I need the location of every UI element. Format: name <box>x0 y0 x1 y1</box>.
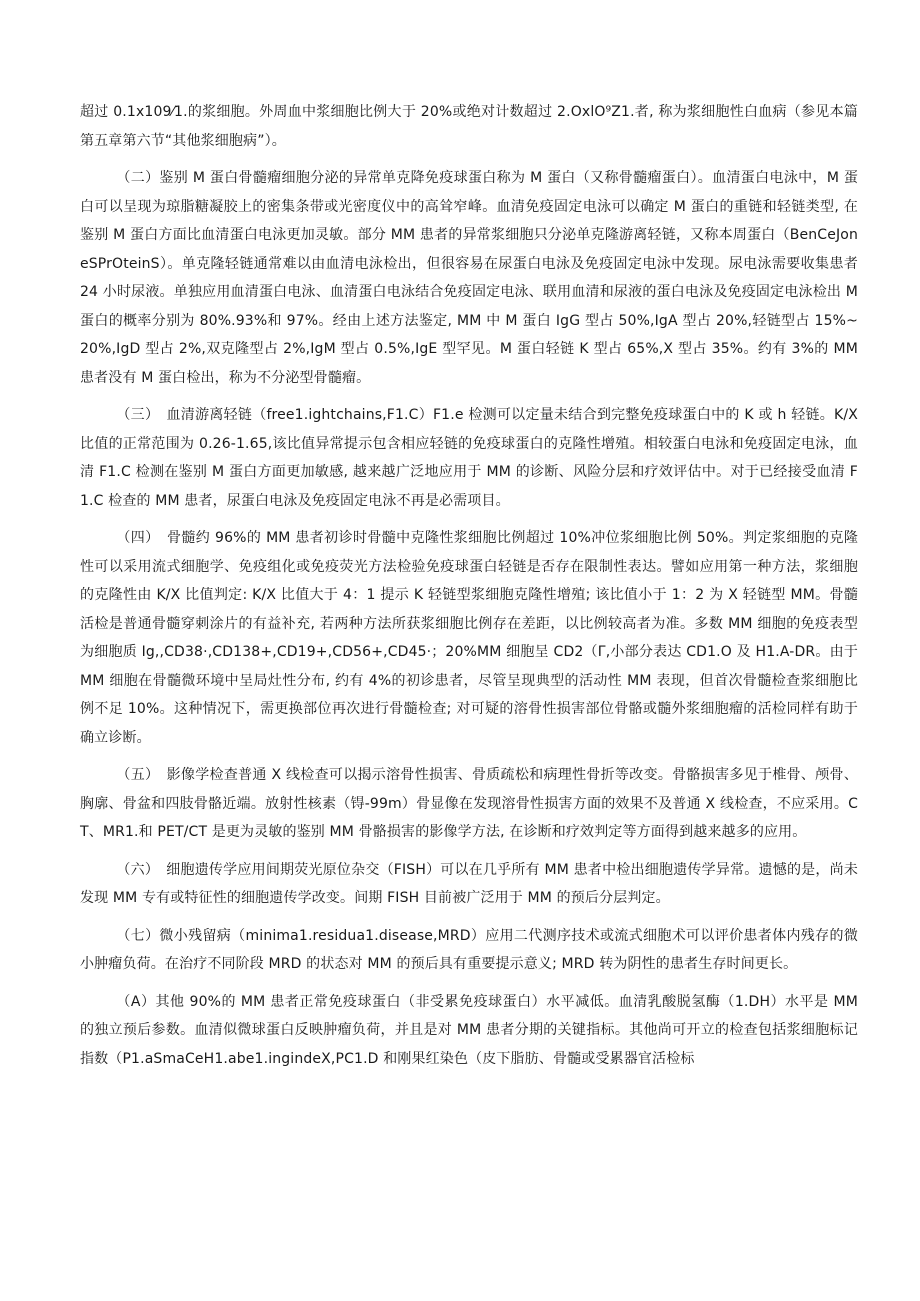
paragraph-m-protein: （二）鉴别 M 蛋白骨髓瘤细胞分泌的异常单克降免疫球蛋白称为 M 蛋白（又称骨髓瘤蛋白）。血清蛋白电泳中，M 蛋白可以呈现为琼脂糖凝胶上的密集条带或光密度仪中的高耸窄峰。血清免疫固定电泳可以确定 M 蛋白的重链和轻链类型, 在鉴别 M 蛋白方面比血清蛋白电泳更加灵敏。部分 MM 患者的异常浆细胞只分泌单克隆游离轻链，又称本周蛋白（BenCeJoneSPrOteinS）。单克隆轻链通常难以由血清电泳检出，但很容易在尿蛋白电泳及免疫固定电泳中发现。尿电泳需要收集患者 24 小时尿液。单独应用血清蛋白电泳、血清蛋白电泳结合免疫固定电泳、联用血清和尿液的蛋白电泳及免疫固定电泳检出 M 蛋白的概率分别为 80%.93%和 97%。经由上述方法鉴定, MM 中 M 蛋白 IgG 型占 50%,IgA 型占 20%,轻链型占 15%~20%,IgD 型占 2%,双克隆型占 2%,IgM 型占 0.5%,IgE 型罕见。M 蛋白轻链 K 型占 65%,X 型占 35%。约有 3%的 MM 患者没有 M 蛋白检出，称为不分泌型骨髓瘤。 <box>80 170 858 386</box>
document-body <box>80 98 858 1082</box>
paragraph-other-tests: （A）其他 90%的 MM 患者正常免疫球蛋白（非受累免疫球蛋白）水平减低。血清乳酸脱氢酶（1.DH）水平是 MM 的独立预后参数。血清似微球蛋白反映肿瘤负荷，并且是对 MM 患者分期的关键指标。其他尚可开立的检查包括浆细胞标记指数（P1.aSmaCeH1.abe1.ingindeX,PC1.D 和刚果红染色（皮下脂肪、骨髓或受累器官活检标 <box>80 993 858 1067</box>
paragraph-free-light-chains: （三） 血清游离轻链（free1.ightchains,F1.C）F1.e 检测可以定量未结合到完整免疫球蛋白中的 K 或 h 轻链。K/X 比值的正常范围为 0.26-1.65,该比值异常提示包含相应轻链的免疫球蛋白的克隆性增殖。相较蛋白电泳和免疫固定电泳，血清 F1.C 检测在鉴别 M 蛋白方面更加敏感, 越来越广泛地应用于 MM 的诊断、风险分层和疗效评估中。对于已经接受血清 F1.C 检查的 MM 患者，尿蛋白电泳及免疫固定电泳不再是必需项目。 <box>80 407 858 509</box>
paragraph-imaging: （五） 影像学检查普通 X 线检查可以揭示溶骨性损害、骨质疏松和病理性骨折等改变。骨骼损害多见于椎骨、颅骨、胸廓、骨盆和四肢骨骼近端。放射性核素（锝-99m）骨显像在发现溶骨性损害方面的效果不及普通 X 线检查，不应采用。CT、MR1.和 PET/CT 是更为灵敏的鉴别 MM 骨骼损害的影像学方法, 在诊断和疗效判定等方面得到越来越多的应用。 <box>80 767 858 840</box>
paragraph-cytogenetics: （六） 细胞遗传学应用间期荧光原位杂交（FISH）可以在几乎所有 MM 患者中检出细胞遗传学异常。遗憾的是，尚未发现 MM 专有或特征性的细胞遗传学改变。间期 FISH 目前被广泛用于 MM 的预后分层判定。 <box>80 861 858 906</box>
paragraph-mrd: （七）微小残留病（minima1.residua1.disease,MRD）应用二代测序技术或流式细胞术可以评价患者体内残存的微小肿瘤负荷。在治疗不同阶段 MRD 的状态对 MM 的预后具有重要提示意义; MRD 转为阴性的患者生存时间更长。 <box>80 927 858 972</box>
paragraph-bone-marrow: （四） 骨髓约 96%的 MM 患者初诊时骨髓中克隆性浆细胞比例超过 10%冲位浆细胞比例 50%。判定浆细胞的克隆性可以采用流式细胞学、免疫组化或免疫荧光方法检验免疫球蛋白轻链是否存在限制性表达。譬如应用第一种方法，浆细胞的克隆性由 K/X 比值判定: K/X 比值大于 4：1 提示 K 轻链型浆细胞克隆性增殖; 该比值小于 1：2 为 X 轻链型 MM。骨髓活检是普通骨髓穿刺涂片的有益补充, 若两种方法所获浆细胞比例存在差距，以比例较高者为准。多数 MM 细胞的免疫表型为细胞质 Ig,,CD38·,CD138+,CD19+,CD56+,CD45·；20%MM 细胞呈 CD2（Γ,小部分表达 CD1.O 及 H1.A-DR。由于 MM 细胞在骨髓微环境中呈局灶性分布, 约有 4%的初诊患者，尽管呈现典型的活动性 MM 表现，但首次骨髓检查浆细胞比例不足 10%。这种情况下，需更换部位再次进行骨髓检查; 对可疑的溶骨性损害部位骨骼或髓外浆细胞瘤的活检同样有助于确立诊断。 <box>80 530 858 746</box>
paragraph-plasma-cell-leukemia: 超过 0.1x109⁄1.的浆细胞。外周血中浆细胞比例大于 20%或绝对计数超过 2.OxlO⁹Z1.者, 称为浆细胞性白血病（参见本篇第五章第六节“其他浆细胞病”）。 <box>80 104 858 149</box>
